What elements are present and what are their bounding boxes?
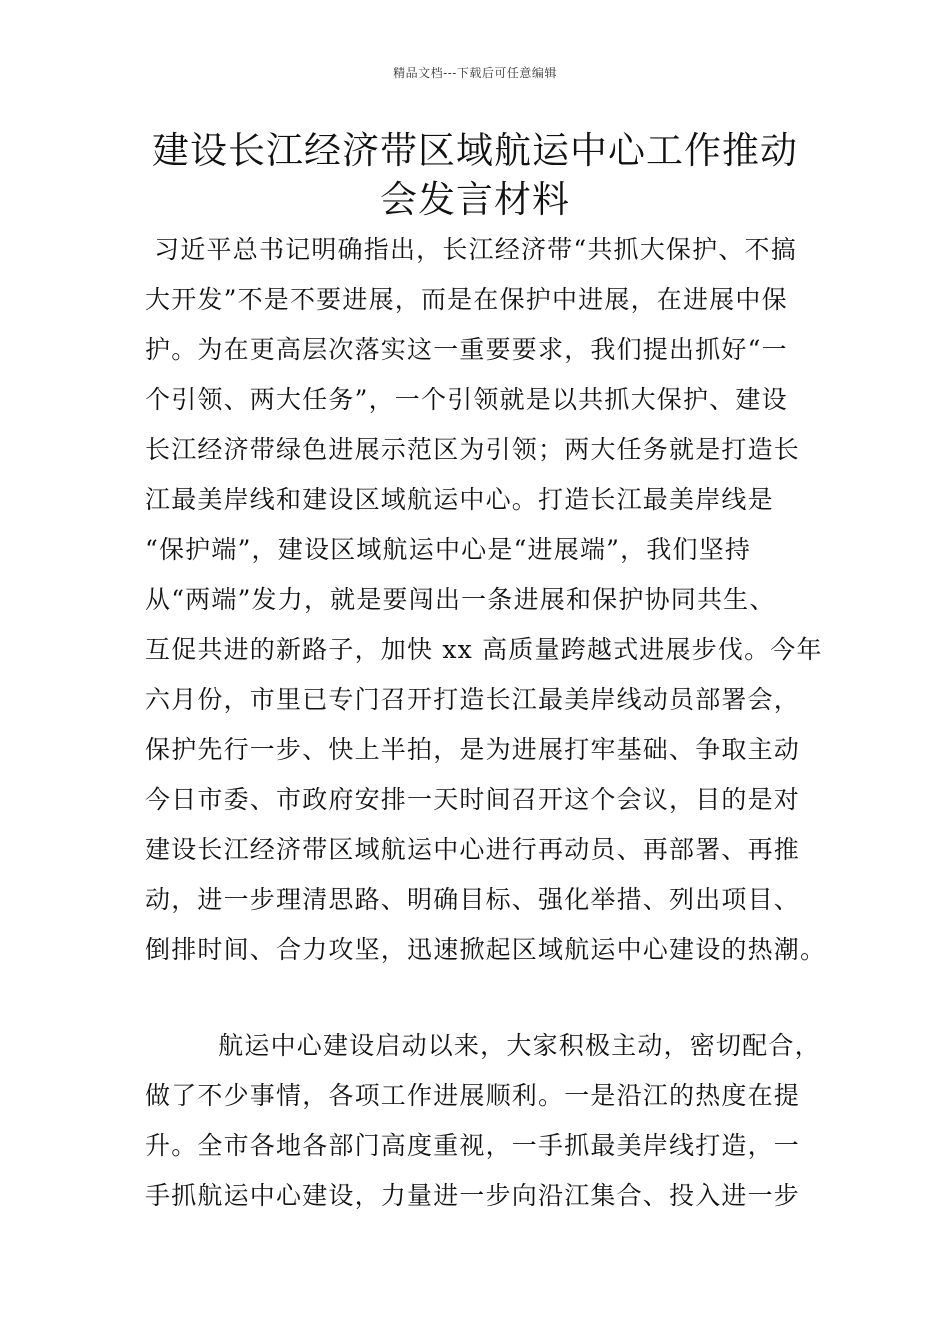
paragraph-line: 互促共进的新路子，加快 xx 高质量跨越式进展步伐。今年 [145,635,823,664]
paragraph-line: 长江经济带绿色进展示范区为引领；两大任务就是打造长 [145,435,801,464]
paragraph-line: 今日市委、市政府安排一天时间召开这个会议，目的是对 [145,785,801,814]
paragraph-line: “保护端”，建设区域航运中心是“进展端”，我们坚持 [145,535,752,564]
paragraph-line: 升。全市各地各部门高度重视，一手抓最美岸线打造，一 [145,1131,801,1160]
paragraph-line: 从“两端”发力，就是要闯出一条进展和保护协同共生、 [145,585,776,614]
paragraph-line: 大开发”不是不要进展，而是在保护中进展，在进展中保 [145,285,788,314]
paragraph-line: 倒排时间、合力攻坚，迅速掀起区域航运中心建设的热潮。 [145,935,827,964]
title-line-1: 建设长江经济带区域航运中心工作推动 [152,129,798,172]
paragraph-line: 护。为在更高层次落实这一重要要求，我们提出抓好“一 [145,335,788,364]
paragraph-line: 建设长江经济带区域航运中心进行再动员、再部署、再推 [145,835,801,864]
paragraph-line: 保护先行一步、快上半拍，是为进展打牢基础、争取主动 [145,735,801,764]
paragraph-line: 个引领、两大任务”，一个引领就是以共抓大保护、建设 [145,385,788,414]
paragraph-2 [145,1021,825,1221]
header-note: 精品文档---下载后可任意编辑 [393,66,557,80]
title-line-2: 会发言材料 [380,178,570,221]
paragraph-line: 习近平总书记明确指出，长江经济带“共抓大保护、不搞 [145,235,797,264]
paragraph-line: 航运中心建设启动以来，大家积极主动，密切配合， [145,1031,821,1060]
document-title [100,126,850,224]
paragraph-line: 动，进一步理清思路、明确目标、强化举措、列出项目、 [145,885,801,914]
paragraph-line: 手抓航运中心建设，力量进一步向沿江集合、投入进一步 [145,1181,801,1210]
paragraph-1 [145,225,825,975]
paragraph-line: 做了不少事情，各项工作进展顺利。一是沿江的热度在提 [145,1081,801,1110]
paragraph-line: 江最美岸线和建设区域航运中心。打造长江最美岸线是 [145,485,774,514]
paragraph-line: 六月份，市里已专门召开打造长江最美岸线动员部署会， [145,685,801,714]
